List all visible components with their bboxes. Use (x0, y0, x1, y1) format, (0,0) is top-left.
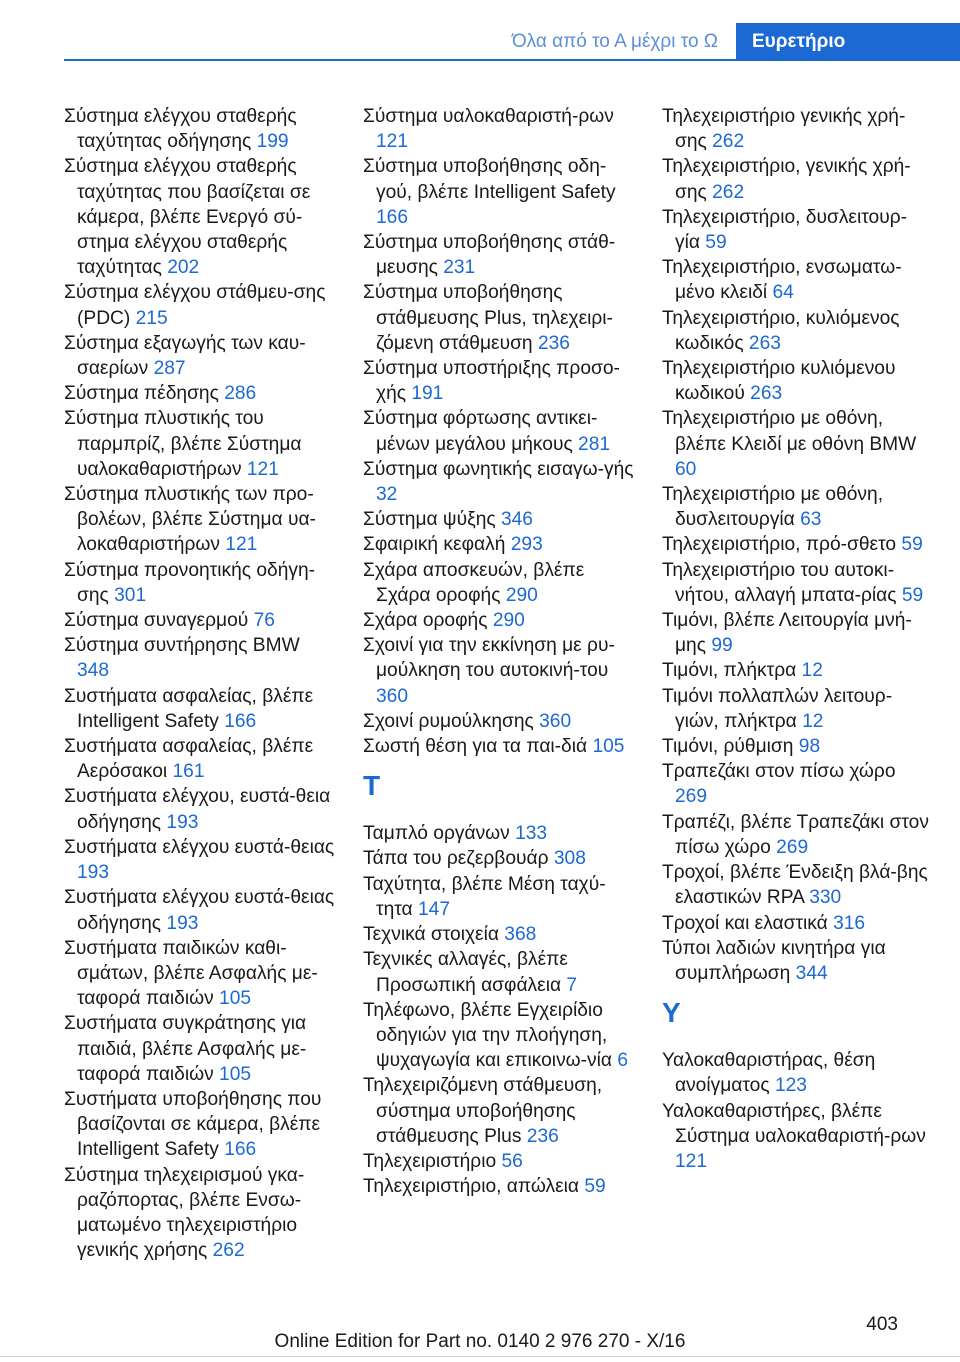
index-entry (662, 684, 930, 734)
entry-term: Σχάρα αποσκευών, βλέπε Σχάρα οροφής (363, 559, 585, 606)
entry-term: Ταχύτητα, βλέπε Μέση ταχύ-τητα (363, 873, 606, 920)
index-entry (363, 846, 635, 871)
page-reference-link[interactable]: 262 (712, 181, 745, 203)
entry-term: Τηλεχειριστήριο, δυσλειτουρ-γία (662, 206, 908, 254)
index-entry (64, 936, 336, 1012)
index-entry (363, 998, 635, 1074)
entry-term: Σύστημα συναγερμού (64, 610, 249, 632)
entry-term: Τύποι λαδιών κινητήρα για συμπλήρωση (662, 937, 886, 984)
page-reference-link[interactable]: 59 (584, 1176, 606, 1198)
page-reference-link[interactable]: 193 (77, 862, 110, 884)
entry-term: Σύστημα συντήρησης BMW (64, 635, 300, 657)
entry-term: Σχάρα οροφής (363, 610, 488, 632)
page-reference-link[interactable]: 263 (748, 332, 781, 354)
page-reference-link[interactable]: 316 (833, 912, 866, 934)
index-entry (662, 104, 930, 154)
index-entry (64, 784, 336, 834)
page-reference-link[interactable]: 344 (795, 962, 828, 984)
index-entry (363, 872, 635, 922)
page-reference-link[interactable]: 59 (705, 232, 727, 254)
entry-term: Συστήματα παιδικών καθι-σμάτων, βλέπε Ασφαλής με-ταφορά παιδιών (64, 937, 318, 1010)
page-reference-link[interactable]: 202 (167, 257, 200, 279)
entry-term: Τροχοί και ελαστικά (662, 912, 828, 934)
index-entry (662, 406, 930, 482)
page-reference-link[interactable]: 269 (776, 836, 809, 858)
entry-term: Τηλεχειριστήριο, απώλεια (363, 1176, 579, 1198)
index-entry (662, 482, 930, 532)
page-reference-link[interactable]: 64 (772, 282, 794, 304)
index-entry (363, 922, 635, 947)
page-reference-link[interactable]: 281 (578, 433, 611, 455)
page-reference-link[interactable]: 262 (712, 131, 745, 153)
index-entry (363, 457, 635, 507)
page-reference-link[interactable]: 360 (376, 685, 409, 707)
page-reference-link[interactable]: 133 (515, 823, 548, 845)
index-entry (363, 507, 635, 532)
page-reference-link[interactable]: 123 (774, 1075, 807, 1097)
page-reference-link[interactable]: 59 (901, 534, 923, 556)
index-entry (363, 558, 635, 608)
index-entry (662, 1048, 930, 1098)
header-rule (64, 59, 960, 61)
page-reference-link[interactable]: 105 (219, 1063, 252, 1085)
index-entry (363, 947, 635, 997)
index-entry (363, 280, 635, 356)
index-entry (662, 734, 930, 759)
index-entry (64, 885, 336, 935)
index-entry (662, 860, 930, 910)
page-reference-link[interactable]: 98 (798, 736, 821, 758)
page-reference-link[interactable]: 263 (750, 383, 783, 405)
index-entry (662, 608, 930, 658)
page-reference-link[interactable]: 105 (219, 988, 252, 1010)
index-entry (363, 532, 635, 557)
page-reference-link[interactable]: 236 (537, 332, 570, 354)
page-reference-link[interactable]: 368 (504, 924, 537, 946)
index-entry (662, 558, 930, 608)
entry-term: Τηλεχειριστήριο, ενσωματω-μένο κλειδί (662, 257, 902, 304)
index-entry (64, 608, 336, 633)
index-entry (662, 810, 930, 860)
entry-term: Σύστημα ελέγχου σταθερής ταχύτητας που βασίζεται σε κάμερα, βλέπε Ενεργό σύ-στημα ελέγχου σταθερής ταχύτητας (64, 156, 311, 279)
entry-term: Τροχοί, βλέπε Ένδειξη βλά-βης ελαστικών RPA (662, 862, 928, 909)
page-reference-link[interactable]: 166 (376, 206, 409, 228)
index-entry (64, 734, 336, 784)
entry-term: Συστήματα ασφαλείας, βλέπε Intelligent Safety (64, 685, 314, 732)
entry-term: Συστήματα ελέγχου, ευστά-θεια οδήγησης (64, 786, 331, 833)
index-entry (363, 1174, 635, 1199)
entry-term: Τηλεχειριστήριο με οθόνη, βλέπε Κλειδί με οθόνη BMW (662, 408, 917, 455)
entry-term: Σύστημα πέδησης (64, 383, 219, 405)
entry-term: Σχοινί ρυμούλκησης (363, 710, 534, 732)
index-entry (363, 633, 635, 709)
entry-term: Τραπεζάκι στον πίσω χώρο (662, 761, 896, 783)
index-entry (662, 255, 930, 305)
entry-term: Σύστημα ψύξης (363, 509, 496, 531)
entry-term: Τιμόνι, βλέπε Λειτουργία μνή-μης (662, 610, 912, 657)
page-reference-link[interactable]: 360 (539, 710, 572, 732)
entry-term: Τηλεχειριστήριο (363, 1150, 497, 1172)
index-column-1 (64, 104, 336, 1263)
index-entry (363, 1073, 635, 1149)
page-reference-link[interactable]: 191 (411, 383, 444, 405)
page-reference-link[interactable]: 60 (675, 458, 697, 480)
page-header (64, 23, 960, 61)
entry-term: Σύστημα υαλοκαθαριστή-ρων (363, 106, 614, 127)
entry-term: Τιμόνι πολλαπλών λειτουρ-γιών, πλήκτρα (662, 685, 893, 732)
entry-term: Τηλεχειριστήριο κυλιόμενου κωδικού (662, 358, 896, 405)
page-reference-link[interactable]: 121 (675, 1150, 708, 1172)
section-letter: Y (662, 997, 681, 1029)
index-entry (64, 558, 336, 608)
index-entry (363, 356, 635, 406)
entry-term: Τηλεχειριστήριο, πρό-σθετο (662, 534, 897, 556)
index-entry (64, 633, 336, 683)
page-reference-link[interactable]: 12 (801, 660, 823, 682)
index-entry (64, 406, 336, 482)
index-entry (363, 104, 635, 154)
chapter-tab[interactable]: Όλα από το Α μέχρι το Ω (511, 31, 718, 52)
entry-term: Σύστημα εξαγωγής των καυ-σαερίων (64, 332, 306, 380)
index-column-3 (662, 104, 930, 1174)
index-entry (363, 821, 635, 846)
entry-term: Σύστημα υποβοήθησης οδη-γού, βλέπε Intelligent Safety (363, 156, 616, 203)
page-reference-link[interactable]: 12 (802, 710, 824, 732)
page-reference-link[interactable]: 348 (77, 660, 110, 682)
index-entry (662, 306, 930, 356)
page-reference-link[interactable]: 32 (376, 484, 398, 506)
page-reference-link[interactable]: 193 (166, 811, 199, 833)
index-entry (64, 104, 336, 154)
entry-term: Τεχνικά στοιχεία (363, 924, 499, 946)
page-reference-link[interactable]: 161 (172, 761, 205, 783)
index-entry (662, 1099, 930, 1175)
index-entry (64, 684, 336, 734)
index-entry (662, 532, 930, 557)
entry-term: Σύστημα ελέγχου στάθμευ-σης (PDC) (64, 282, 326, 329)
page-reference-link[interactable]: 6 (617, 1050, 628, 1072)
page-reference-link[interactable]: 166 (224, 1139, 257, 1161)
entry-term: Σύστημα πλυστικής των προ-βολέων, βλέπε Σύστημα υα-λοκαθαριστήρων (64, 484, 316, 556)
entry-term: Σύστημα υποστήριξης προσο-χής (363, 358, 620, 405)
page-reference-link[interactable]: 301 (114, 584, 147, 606)
entry-term: Υαλοκαθαριστήρας, θέση ανοίγματος (662, 1050, 876, 1097)
page-reference-link[interactable]: 99 (711, 635, 733, 657)
index-entry (363, 230, 635, 280)
entry-term: Τιμόνι, ρύθμιση (662, 736, 794, 758)
entry-term: Σφαιρική κεφαλή (363, 534, 506, 556)
entry-term: Σχοινί για την εκκίνηση με ρυ-μούλκηση του αυτοκινή-του (363, 635, 615, 682)
page-reference-link[interactable]: 290 (492, 610, 525, 632)
page-reference-link[interactable]: 231 (443, 257, 476, 279)
page-reference-link[interactable]: 262 (212, 1240, 245, 1262)
footer-edition: Online Edition for Part no. 0140 2 976 270 - X/16 (274, 1331, 686, 1352)
entry-term: Τιμόνι, πλήκτρα (662, 660, 797, 682)
page-reference-link[interactable]: 105 (592, 736, 625, 758)
index-entry (64, 331, 336, 381)
page-reference-link[interactable]: 215 (135, 307, 168, 329)
index-entry (363, 734, 635, 759)
page-reference-link[interactable]: 293 (510, 534, 543, 556)
entry-term: Τηλεχειριστήριο, κυλιόμενος κωδικός (662, 307, 900, 354)
page-reference-link[interactable]: 290 (505, 584, 538, 606)
entry-term: Τηλεχειριστήριο, γενικής χρή-σης (662, 156, 911, 203)
page-reference-link[interactable]: 236 (526, 1125, 559, 1147)
index-entry (662, 658, 930, 683)
page-reference-link[interactable]: 269 (675, 786, 708, 808)
page-number: 403 (866, 1314, 898, 1335)
entry-term: Ταμπλό οργάνων (363, 823, 510, 845)
entry-term: Σύστημα φωνητικής εισαγω-γής (363, 458, 634, 480)
page-reference-link[interactable]: 330 (809, 887, 842, 909)
page-reference-link[interactable]: 287 (153, 358, 186, 380)
index-entry (662, 936, 930, 986)
index-tab[interactable]: Ευρετήριο (736, 23, 960, 61)
page-reference-link[interactable]: 56 (501, 1150, 523, 1172)
index-column-2 (363, 104, 635, 1199)
section-letter: T (363, 770, 381, 802)
page-reference-link[interactable]: 308 (553, 848, 586, 870)
entry-term: Συστήματα ασφαλείας, βλέπε Αερόσακοι (64, 736, 314, 783)
entry-term: Τηλεχειριστήριο γενικής χρή-σης (662, 106, 906, 153)
page-reference-link[interactable]: 346 (500, 509, 533, 531)
entry-term: Τεχνικές αλλαγές, βλέπε Προσωπική ασφάλεια (363, 949, 568, 996)
page-reference-link[interactable]: 121 (246, 458, 279, 480)
page-reference-link[interactable]: 286 (224, 383, 257, 405)
index-entry (363, 1149, 635, 1174)
entry-term: Σωστή θέση για τα παι-διά (363, 736, 588, 758)
entry-term: Σύστημα φόρτωσης αντικει-μένων μεγάλου μήκους (363, 408, 598, 455)
index-entry (64, 482, 336, 558)
index-entry (662, 911, 930, 936)
index-entry (662, 356, 930, 406)
index-entry (363, 406, 635, 456)
page-reference-link[interactable]: 63 (800, 509, 822, 531)
index-entry (64, 381, 336, 406)
index-entry (363, 709, 635, 734)
index-entry (662, 154, 930, 204)
page-reference-link[interactable]: 121 (225, 534, 258, 556)
entry-term: Σύστημα τηλεχειρισμού γκα-ραζόπορτας, βλέπε Ενσω-ματωμένο τηλεχειριστήριο γενικής χρήσης (64, 1164, 305, 1262)
index-entry (64, 835, 336, 885)
index-entry (662, 205, 930, 255)
index-entry (64, 1087, 336, 1163)
entry-term: Συστήματα συγκράτησης για παιδιά, βλέπε Ασφαλής με-ταφορά παιδιών (64, 1013, 307, 1085)
entry-term: Τάπα του ρεζερβουάρ (363, 848, 549, 870)
index-entry (363, 608, 635, 633)
entry-term: Συστήματα ελέγχου ευστά-θειας (64, 836, 335, 858)
index-entry (64, 1163, 336, 1264)
entry-term: Συστήματα υποβοήθησης που βασίζονται σε κάμερα, βλέπε Intelligent Safety (64, 1088, 322, 1161)
index-entry (662, 759, 930, 809)
page-reference-link[interactable]: 76 (253, 610, 275, 632)
entry-term: Σύστημα πλυστικής του παρμπρίζ, βλέπε Σύστημα υαλοκαθαριστήρων (64, 408, 302, 480)
index-entry (363, 154, 635, 230)
index-entry (64, 1011, 336, 1087)
page-reference-link[interactable]: 121 (376, 131, 409, 153)
entry-term: Σύστημα προνοητικής οδήγη-σης (64, 559, 316, 606)
entry-term: Τηλεχειριστήριο του αυτοκι-νήτου, αλλαγή μπατα-ρίας (662, 559, 897, 606)
entry-term: Συστήματα ελέγχου ευστά-θειας οδήγησης (64, 887, 335, 934)
index-entry (64, 280, 336, 330)
page-reference-link[interactable]: 7 (566, 974, 578, 996)
entry-term: Τηλεχειριστήριο με οθόνη, δυσλειτουργία (662, 484, 884, 531)
entry-term: Σύστημα ελέγχου σταθερής ταχύτητας οδήγησης (64, 106, 297, 153)
footer-rule (0, 1356, 960, 1357)
page-reference-link[interactable]: 193 (166, 912, 199, 934)
entry-term: Τηλεχειριζόμενη στάθμευση, σύστημα υποβοήθησης στάθμευσης Plus (363, 1075, 603, 1147)
page-reference-link[interactable]: 199 (256, 131, 289, 153)
page-reference-link[interactable]: 166 (224, 710, 257, 732)
entry-term: Σύστημα υποβοήθησης στάθ-μευσης (363, 232, 616, 279)
entry-term: Υαλοκαθαριστήρες, βλέπε Σύστημα υαλοκαθαριστή-ρων (662, 1100, 926, 1147)
entry-term: Τηλέφωνο, βλέπε Εγχειρίδιο οδηγιών για την πλοήγηση, ψυχαγωγία και επικοινω-νία (363, 999, 612, 1072)
entry-term: Τραπέζι, βλέπε Τραπεζάκι στον πίσω χώρο (662, 811, 929, 858)
index-entry (64, 154, 336, 280)
entry-term: Σύστημα υποβοήθησης στάθμευσης Plus, τηλεχειρι-ζόμενη στάθμευση (363, 282, 613, 354)
page-reference-link[interactable]: 147 (418, 898, 451, 920)
page-reference-link[interactable]: 59 (901, 584, 924, 606)
